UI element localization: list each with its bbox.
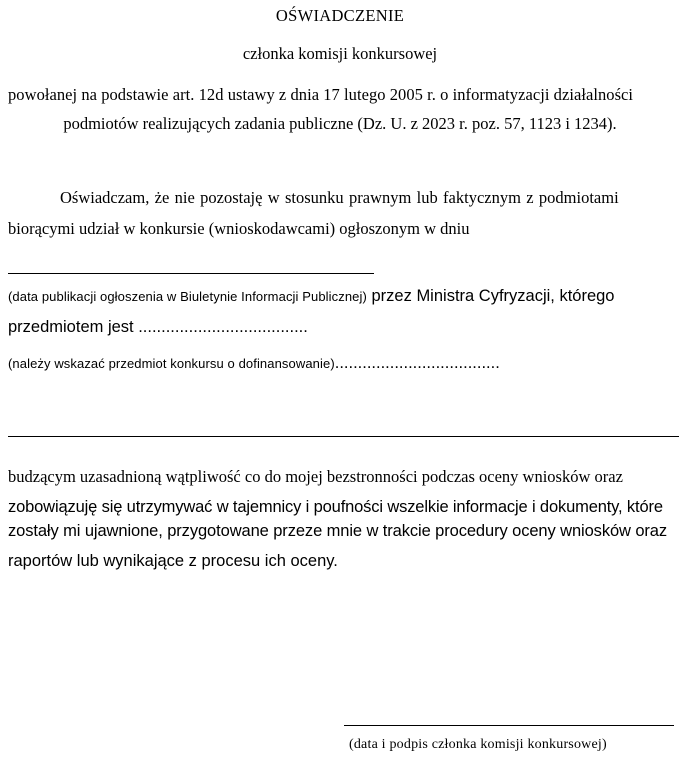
legal-basis-line-1: powołanej na podstawie art. 12d ustawy z dnia 17 lutego 2005 r. o informatyzacji działalności (8, 85, 634, 104)
doubt-line-3: zostały mi ujawnione, przygotowane przeze mnie w trakcie procedury oceny wniosków oraz (8, 522, 668, 540)
document-subtitle: członka komisji konkursowej (242, 44, 438, 63)
subject-fill-line (8, 436, 679, 437)
declaration-line-1: Oświadczam, że nie pozostaję w stosunku prawnym lub faktycznym z podmiotami (60, 188, 619, 207)
subject-row (8, 318, 308, 337)
doubt-line-2: zobowiązuję się utrzymywać w tajemnicy i poufności wszelkie informacje i dokumenty, które (8, 498, 663, 516)
doubt-line-1: budzącym uzasadnioną wątpliwość co do mojej bezstronności podczas oceny wniosków oraz (8, 467, 623, 486)
subject-text: przedmiotem jest (8, 318, 139, 336)
publication-date-hint: (data publikacji ogłoszenia w Biuletynie Informacji Publicznej) (8, 289, 367, 304)
doubt-line-4: raportów lub wynikające z procesu ich oceny. (8, 552, 338, 570)
legal-basis-line-2: podmiotów realizujących zadania publiczne (Dz. U. z 2023 r. poz. 57, 1123 i 1234). (63, 114, 617, 133)
subject-dots: ..................................... (138, 318, 308, 336)
indicate-subject-hint: (należy wskazać przedmiot konkursu o dofinansowanie) (8, 356, 335, 371)
publication-date-fill-line (8, 273, 374, 274)
signature-caption: (data i podpis członka komisji konkursowej) (349, 737, 607, 752)
publication-text: przez Ministra Cyfryzacji, którego (366, 287, 615, 305)
indicate-dots: .................................... (334, 354, 500, 372)
signature-line (344, 725, 674, 726)
document-title: OŚWIADCZENIE (275, 6, 405, 25)
publication-row (8, 287, 615, 306)
indicate-row (8, 354, 500, 373)
declaration-line-2: biorącymi udział w konkursie (wnioskodawcami) ogłoszonym w dniu (8, 219, 470, 238)
